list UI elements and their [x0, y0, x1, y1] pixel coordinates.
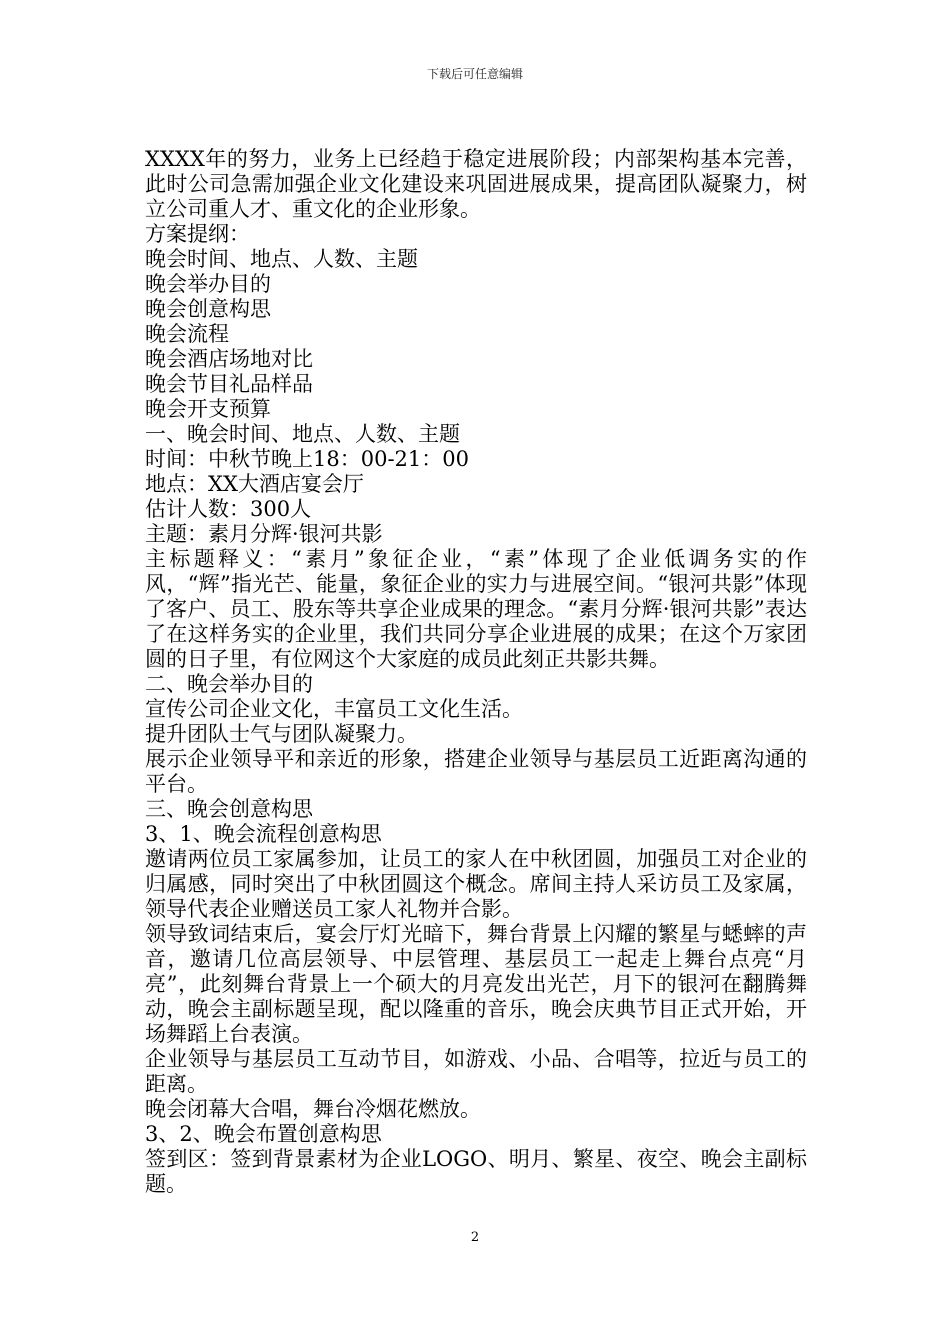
- section-heading: 一、晚会时间、地点、人数、主题: [145, 422, 460, 446]
- paragraph: 晚会流程: [145, 322, 229, 346]
- page-header: 下载后可任意编辑: [426, 67, 523, 81]
- paragraph: 企业领导与基层员工互动节目，如游戏、小品、合唱等，拉近与员工的距离。: [145, 1047, 807, 1096]
- paragraph: 方案提纲：: [145, 222, 250, 246]
- paragraph: 宣传公司企业文化，丰富员工文化生活。: [145, 697, 523, 721]
- paragraph: 主题：素月分辉·银河共影: [145, 522, 383, 546]
- section-heading: 三、晚会创意构思: [145, 797, 313, 821]
- paragraph: 晚会创意构思: [145, 297, 271, 321]
- page-number: 2: [470, 1230, 480, 1245]
- paragraph: 领导致词结束后，宴会厅灯光暗下，舞台背景上闪耀的繁星与蟋蟀的声音，邀请几位高层领导、中层管理、基层员工一起走上舞台点亮“月亮”，此刻舞台背景上一个硕大的月亮发出光芒，月下的银河在翻腾舞动，晚会主副标题呈现，配以隆重的音乐，晚会庆典节目正式开始，开场舞蹈上台表演。: [145, 922, 807, 1046]
- paragraph: 晚会酒店场地对比: [145, 347, 313, 371]
- paragraph: 晚会时间、地点、人数、主题: [145, 247, 418, 271]
- document-body: [145, 147, 807, 1197]
- paragraph: 签到区：签到背景素材为企业LOGO、明月、繁星、夜空、晚会主副标题。: [145, 1147, 807, 1196]
- paragraph: 晚会节目礼品样品: [145, 372, 313, 396]
- paragraph: 地点：XX大酒店宴会厅: [145, 472, 364, 496]
- paragraph: 时间：中秋节晚上18：00-21：00: [145, 447, 469, 471]
- paragraph: 晚会闭幕大合唱，舞台冷烟花燃放。: [145, 1097, 481, 1121]
- paragraph: 晚会举办目的: [145, 272, 271, 296]
- section-heading: 二、晚会举办目的: [145, 672, 313, 696]
- paragraph: 展示企业领导平和亲近的形象，搭建企业领导与基层员工近距离沟通的平台。: [145, 747, 807, 796]
- paragraph: XXXX年的努力，业务上已经趋于稳定进展阶段；内部架构基本完善，此时公司急需加强企业文化建设来巩固进展成果，提高团队凝聚力，树立公司重人才、重文化的企业形象。: [145, 147, 807, 221]
- paragraph: 估计人数：300人: [145, 497, 312, 521]
- paragraph: 晚会开支预算: [145, 397, 271, 421]
- paragraph: 主标题释义：“素月”象征企业，“素”体现了企业低调务实的作风，“辉”指光芒、能量，象征企业的实力与进展空间。“银河共影”体现了客户、员工、股东等共享企业成果的理念。“素月分辉·银河共影”表达了在这样务实的企业里，我们共同分享企业进展的成果；在这个万家团圆的日子里，有位网这个大家庭的成员此刻正共影共舞。: [145, 547, 807, 671]
- paragraph: 提升团队士气与团队凝聚力。: [145, 722, 418, 746]
- subsection-heading: 3、2、晚会布置创意构思: [145, 1122, 382, 1146]
- paragraph: 邀请两位员工家属参加，让员工的家人在中秋团圆，加强员工对企业的归属感，同时突出了中秋团圆这个概念。席间主持人采访员工及家属，领导代表企业赠送员工家人礼物并合影。: [145, 847, 807, 921]
- subsection-heading: 3、1、晚会流程创意构思: [145, 822, 382, 846]
